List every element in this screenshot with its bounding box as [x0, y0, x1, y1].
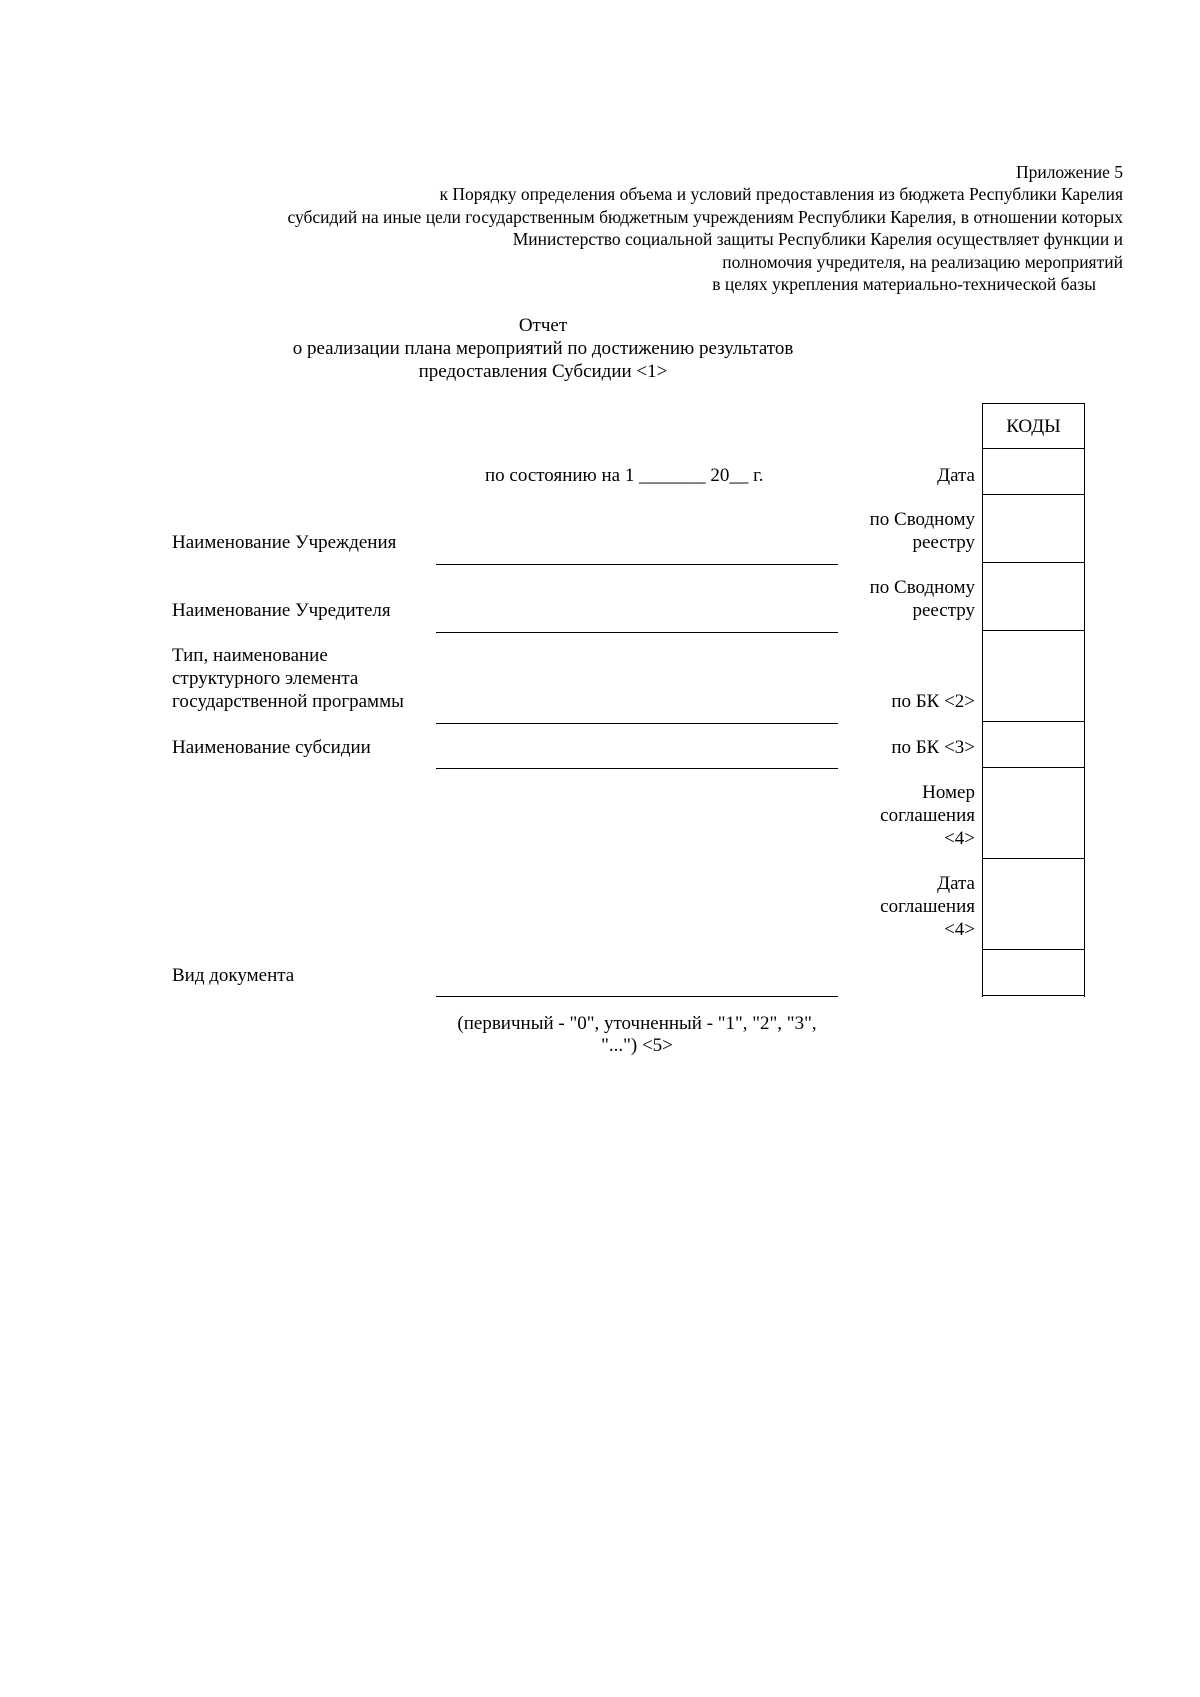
code-label-registry1-2: реестру — [912, 532, 975, 553]
code-label-bk2: по БК <2> — [891, 691, 975, 712]
doc-type-hint-1: (первичный - "0", уточненный - "1", "2", "3", — [457, 1013, 817, 1034]
report-subtitle-2: предоставления Субсидии <1> — [418, 361, 668, 382]
codes-border-top — [982, 403, 1085, 404]
code-label-agreement-number-3: <4> — [944, 828, 975, 849]
program-label-2: структурного элемента — [172, 668, 359, 689]
founder-label: Наименование Учредителя — [172, 600, 391, 621]
codes-border-left — [982, 403, 983, 997]
appendix-line-1: Приложение 5 — [1015, 162, 1123, 182]
code-label-bk3: по БК <3> — [891, 737, 975, 758]
report-subtitle-1: о реализации плана мероприятий по достижению результатов — [292, 338, 794, 359]
subsidy-field[interactable] — [436, 768, 838, 769]
appendix-line-4: Министерство социальной защиты Республики Карелия осуществляет функции и — [512, 229, 1123, 249]
program-field[interactable] — [436, 723, 838, 724]
code-label-registry2-1: по Сводному — [869, 577, 975, 598]
institution-field[interactable] — [436, 564, 838, 565]
code-label-agreement-number-1: Номер — [922, 782, 975, 803]
codes-divider — [982, 949, 1085, 950]
founder-field[interactable] — [436, 632, 838, 633]
appendix-line-5: полномочия учредителя, на реализацию мероприятий — [722, 252, 1123, 272]
codes-border-bottom — [982, 995, 1085, 996]
codes-divider — [982, 448, 1085, 449]
code-label-registry2-2: реестру — [912, 600, 975, 621]
doc-type-hint-2: "...") <5> — [601, 1035, 673, 1056]
code-label-agreement-number-2: соглашения — [880, 805, 975, 826]
codes-divider — [982, 630, 1085, 631]
appendix-line-6: в целях укрепления материально-технической базы — [712, 274, 1096, 294]
code-label-agreement-date-2: соглашения — [880, 896, 975, 917]
program-label-3: государственной программы — [172, 691, 404, 712]
doc-type-label: Вид документа — [172, 965, 295, 986]
report-title: Отчет — [518, 315, 568, 336]
code-label-date: Дата — [937, 465, 975, 486]
codes-header: КОДЫ — [1006, 416, 1061, 437]
code-label-agreement-date-1: Дата — [937, 873, 975, 894]
codes-border-right — [1084, 403, 1085, 997]
codes-divider — [982, 562, 1085, 563]
code-label-registry1-1: по Сводному — [869, 509, 975, 530]
codes-divider — [982, 494, 1085, 495]
codes-divider — [982, 858, 1085, 859]
code-label-agreement-date-3: <4> — [944, 919, 975, 940]
appendix-line-2: к Порядку определения объема и условий предоставления из бюджета Республики Карелия — [439, 184, 1123, 204]
subsidy-label: Наименование субсидии — [172, 737, 371, 758]
appendix-line-3: субсидий на иные цели государственным бюджетным учреждениям Республики Карелия, в отношении которых — [287, 207, 1123, 227]
doc-type-field[interactable] — [436, 996, 838, 997]
program-label-1: Тип, наименование — [172, 645, 328, 666]
as-of-date: по состоянию на 1 _______ 20__ г. — [485, 465, 764, 486]
institution-label: Наименование Учреждения — [172, 532, 397, 553]
codes-divider — [982, 767, 1085, 768]
codes-divider — [982, 721, 1085, 722]
